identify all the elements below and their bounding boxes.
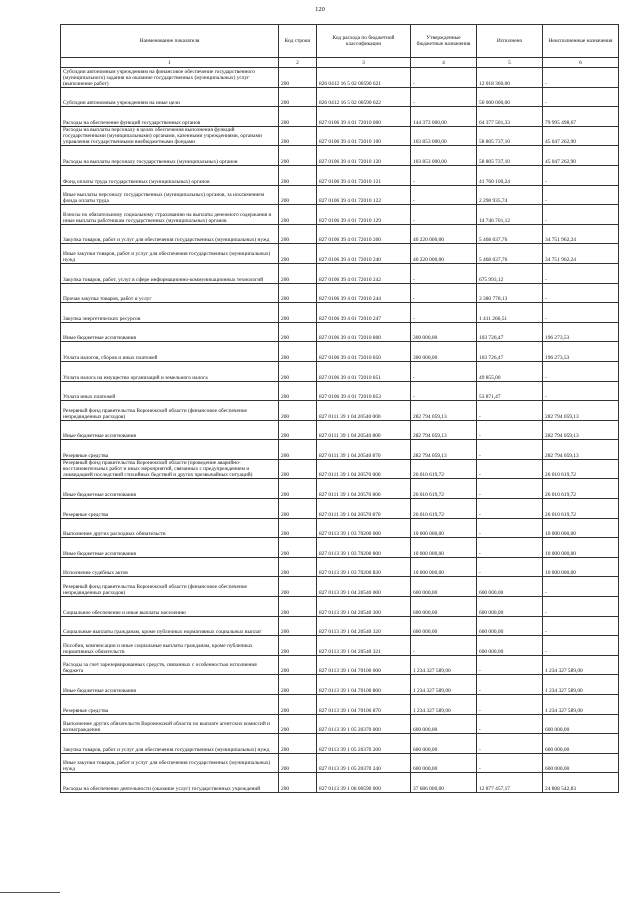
cell-approved: 1 234 327 589,00 (411, 655, 477, 675)
cell-approved: 600 000,00 (411, 714, 477, 734)
cell-name: Социальные выплаты гражданам, кроме публичных нормативных социальных выплат (61, 616, 279, 636)
table-row (61, 714, 619, 734)
cell-unexecuted: 1 234 327 589,00 (543, 655, 619, 675)
cell-unexecuted: 10 000 000,00 (543, 538, 619, 558)
cell-kbk: 827 0111 39 1 04 20540 870 (317, 440, 411, 460)
table-row (61, 381, 619, 401)
cell-code: 200 (279, 224, 317, 244)
cell-unexecuted: 1 234 327 589,00 (543, 695, 619, 715)
table-body (61, 68, 619, 793)
cell-code: 200 (279, 695, 317, 715)
cell-name: Резервный фонд правительства Воронежской области (финансовое обеспечение непредвиденных расходов) (61, 401, 279, 421)
cell-unexecuted: 600 000,00 (543, 734, 619, 754)
cell-approved: 300 000,00 (411, 342, 477, 362)
cell-approved: - (411, 165, 477, 185)
cell-kbk: 827 0113 39 1 04 20540 000 (317, 577, 411, 597)
column-number-row (61, 58, 619, 68)
cell-unexecuted: 79 995 498,67 (543, 107, 619, 127)
cell-executed: 49 855,00 (477, 361, 543, 381)
cell-executed: 50 000 000,00 (477, 87, 543, 107)
cell-name: Уплата налогов, сборов и иных платежей (61, 342, 279, 362)
cell-executed: 58 805 737,10 (477, 146, 543, 166)
cell-executed: - (477, 420, 543, 440)
cell-kbk: 827 0106 39 4 01 72010 242 (317, 263, 411, 283)
cell-unexecuted: 196 273,53 (543, 342, 619, 362)
cell-executed: 64 377 501,33 (477, 107, 543, 127)
table-row (61, 420, 619, 440)
cell-unexecuted: - (543, 636, 619, 656)
cell-unexecuted: - (543, 361, 619, 381)
cell-code: 200 (279, 87, 317, 107)
cell-executed: - (477, 655, 543, 675)
cell-approved: 26 010 619,72 (411, 479, 477, 499)
cell-name: Расходы за счет зарезервированных средств, связанных с особенностью исполнения бюджета (61, 655, 279, 675)
cell-executed: 600 000,00 (477, 616, 543, 636)
cell-unexecuted: 282 794 059,13 (543, 420, 619, 440)
cell-approved: 26 010 619,72 (411, 499, 477, 519)
cell-executed: 103 726,47 (477, 322, 543, 342)
cell-code: 200 (279, 655, 317, 675)
table-row (61, 185, 619, 205)
cell-unexecuted: 1 234 327 589,00 (543, 675, 619, 695)
cell-approved: 10 000 000,00 (411, 557, 477, 577)
cell-approved: 10 000 000,00 (411, 518, 477, 538)
cell-executed: 53 871,47 (477, 381, 543, 401)
cell-kbk: 827 0111 39 1 04 20540 800 (317, 420, 411, 440)
cell-unexecuted: - (543, 597, 619, 617)
cell-code: 200 (279, 675, 317, 695)
cell-code: 200 (279, 361, 317, 381)
table-row (61, 205, 619, 225)
cell-executed: - (477, 499, 543, 519)
column-number: 3 (317, 58, 411, 68)
cell-kbk: 827 0106 39 4 01 72010 800 (317, 322, 411, 342)
cell-executed: 5 468 037,76 (477, 244, 543, 264)
cell-approved: 600 000,00 (411, 597, 477, 617)
cell-name: Иные бюджетные ассигнования (61, 675, 279, 695)
header-code: Код строки (279, 25, 317, 58)
table-row (61, 636, 619, 656)
cell-unexecuted: 10 000 000,00 (543, 518, 619, 538)
cell-executed: - (477, 479, 543, 499)
cell-executed: 1 411 266,51 (477, 303, 543, 323)
cell-kbk: 827 0113 39 1 08 00590 000 (317, 773, 411, 793)
cell-code: 200 (279, 616, 317, 636)
cell-code: 200 (279, 283, 317, 303)
table-row (61, 146, 619, 166)
cell-code: 200 (279, 244, 317, 264)
cell-name: Фонд оплаты труда государственных (муниципальных) органов (61, 165, 279, 185)
table-row (61, 126, 619, 146)
table-row (61, 322, 619, 342)
cell-code: 200 (279, 420, 317, 440)
cell-approved: 600 000,00 (411, 616, 477, 636)
cell-approved: 1 234 327 589,00 (411, 695, 477, 715)
cell-kbk: 827 0106 39 4 01 72010 120 (317, 146, 411, 166)
cell-name: Социальное обеспечение и иные выплаты населению (61, 597, 279, 617)
cell-unexecuted: 26 010 619,72 (543, 479, 619, 499)
cell-name: Взносы по обязательному социальному страхованию на выплаты денежного содержания и иные выплаты работникам государственных (муниципальных) органов (61, 205, 279, 225)
cell-name: Иные бюджетные ассигнования (61, 479, 279, 499)
header-unexecuted: Неисполненные назначения (543, 25, 619, 58)
cell-code: 200 (279, 263, 317, 283)
table-row (61, 303, 619, 323)
table-row (61, 753, 619, 773)
cell-kbk: 827 0113 39 1 03 70200 000 (317, 518, 411, 538)
table-row (61, 597, 619, 617)
cell-name: Расходы на обеспечение функций государственных органов (61, 107, 279, 127)
cell-approved: 282 794 059,13 (411, 440, 477, 460)
cell-name: Иные закупки товаров, работ и услуг для обеспечения государственных (муниципальных) нужд (61, 244, 279, 264)
cell-executed: 58 805 737,10 (477, 126, 543, 146)
cell-approved: 40 220 000,00 (411, 224, 477, 244)
cell-name: Выполнение других расходных обязательств (61, 518, 279, 538)
cell-kbk: 826 0412 16 5 02 00590 621 (317, 68, 411, 88)
cell-kbk: 827 0106 39 4 01 72010 244 (317, 283, 411, 303)
cell-unexecuted: 196 273,53 (543, 322, 619, 342)
cell-unexecuted: 26 010 619,72 (543, 499, 619, 519)
cell-approved: - (411, 636, 477, 656)
cell-unexecuted: 282 794 059,13 (543, 440, 619, 460)
cell-name: Расходы на выплаты персоналу государственных (муниципальных) органов (61, 146, 279, 166)
cell-code: 200 (279, 126, 317, 146)
cell-code: 200 (279, 753, 317, 773)
cell-executed: - (477, 734, 543, 754)
cell-name: Исполнение судебных актов (61, 557, 279, 577)
table-row (61, 773, 619, 793)
table-row (61, 342, 619, 362)
cell-kbk: 827 0106 39 4 01 72010 122 (317, 185, 411, 205)
cell-kbk: 827 0113 39 1 04 20540 320 (317, 616, 411, 636)
cell-code: 200 (279, 459, 317, 479)
cell-executed: 14 746 701,12 (477, 205, 543, 225)
cell-kbk: 827 0113 39 1 04 20540 300 (317, 597, 411, 617)
cell-approved: 300 000,00 (411, 322, 477, 342)
column-number: 2 (279, 58, 317, 68)
cell-approved: 40 220 000,00 (411, 244, 477, 264)
cell-unexecuted: 34 751 962,24 (543, 224, 619, 244)
table-row (61, 695, 619, 715)
cell-executed: 12 018 360,00 (477, 68, 543, 88)
cell-name: Уплата иных платежей (61, 381, 279, 401)
cell-kbk: 827 0113 39 1 03 70200 800 (317, 538, 411, 558)
cell-executed: 41 760 100,24 (477, 165, 543, 185)
cell-unexecuted: - (543, 87, 619, 107)
cell-kbk: 827 0113 39 1 03 70200 830 (317, 557, 411, 577)
cell-name: Субсидии автономным учреждениям на иные цели (61, 87, 279, 107)
footnote-divider (0, 892, 60, 893)
table-row (61, 538, 619, 558)
cell-code: 200 (279, 322, 317, 342)
cell-executed: - (477, 557, 543, 577)
cell-name: Пособия, компенсации и иные социальные выплаты гражданам, кроме публичных нормативных обязательств (61, 636, 279, 656)
cell-unexecuted: - (543, 616, 619, 636)
cell-approved: - (411, 185, 477, 205)
cell-name: Резервные средства (61, 695, 279, 715)
header-name: Наименование показателя (61, 25, 279, 58)
cell-unexecuted: 45 047 262,90 (543, 126, 619, 146)
cell-kbk: 827 0113 39 1 05 20370 200 (317, 734, 411, 754)
table-row (61, 361, 619, 381)
cell-executed: - (477, 714, 543, 734)
cell-name: Закупка товаров, работ, услуг в сфере информационно-коммуникационных технологий (61, 263, 279, 283)
cell-executed: 103 726,47 (477, 342, 543, 362)
cell-executed: - (477, 675, 543, 695)
header-executed: Исполнено (477, 25, 543, 58)
table-row (61, 401, 619, 421)
table-row (61, 244, 619, 264)
cell-unexecuted: 10 000 000,00 (543, 557, 619, 577)
cell-kbk: 827 0111 39 1 04 20570 870 (317, 499, 411, 519)
cell-code: 200 (279, 107, 317, 127)
cell-name: Расходы на выплаты персоналу в целях обеспечения выполнения функций государственными (муниципальными) органами, казенными учреждениями, органами управления государственными внебюджетными фондами (61, 126, 279, 146)
cell-name: Прочая закупка товаров, работ и услуг (61, 283, 279, 303)
cell-unexecuted: - (543, 205, 619, 225)
cell-approved: - (411, 68, 477, 88)
cell-approved: 37 686 000,00 (411, 773, 477, 793)
cell-name: Закупка энергетических ресурсов (61, 303, 279, 323)
cell-name: Субсидии автономным учреждениям на финансовое обеспечение государственного (муниципального) задания на оказание государственных (муниципальных) услуг (выполнение работ) (61, 68, 279, 88)
cell-name: Резервные средства (61, 440, 279, 460)
table-row (61, 68, 619, 88)
cell-approved: - (411, 361, 477, 381)
cell-kbk: 827 0111 39 1 04 20540 000 (317, 401, 411, 421)
table-row (61, 87, 619, 107)
cell-approved: 26 010 619,72 (411, 459, 477, 479)
cell-kbk: 827 0111 39 1 04 20570 800 (317, 479, 411, 499)
cell-code: 200 (279, 577, 317, 597)
table-row (61, 577, 619, 597)
cell-code: 200 (279, 597, 317, 617)
cell-name: Иные закупки товаров, работ и услуг для обеспечения государственных (муниципальных) нужд (61, 753, 279, 773)
cell-executed: 12 877 457,17 (477, 773, 543, 793)
cell-name: Иные бюджетные ассигнования (61, 538, 279, 558)
cell-approved: 282 794 059,13 (411, 420, 477, 440)
cell-unexecuted: - (543, 303, 619, 323)
cell-name: Резервные средства (61, 499, 279, 519)
cell-unexecuted: 600 000,00 (543, 714, 619, 734)
cell-executed: - (477, 695, 543, 715)
cell-executed: - (477, 459, 543, 479)
budget-execution-table (60, 24, 619, 793)
cell-unexecuted: - (543, 381, 619, 401)
cell-name: Уплата налога на имущество организаций и земельного налога (61, 361, 279, 381)
cell-executed: 600 000,00 (477, 636, 543, 656)
table-row (61, 655, 619, 675)
cell-unexecuted: 24 808 542,83 (543, 773, 619, 793)
table-row (61, 224, 619, 244)
table-row (61, 499, 619, 519)
column-number: 1 (61, 58, 279, 68)
cell-approved: 600 000,00 (411, 753, 477, 773)
cell-approved: 600 000,00 (411, 734, 477, 754)
cell-executed: - (477, 401, 543, 421)
cell-kbk: 827 0106 39 4 01 72010 200 (317, 224, 411, 244)
cell-executed: - (477, 518, 543, 538)
cell-executed: - (477, 538, 543, 558)
cell-approved: 103 853 000,00 (411, 126, 477, 146)
cell-code: 200 (279, 342, 317, 362)
cell-code: 200 (279, 499, 317, 519)
cell-kbk: 827 0113 39 1 04 70100 000 (317, 655, 411, 675)
cell-name: Иные выплаты персоналу государственных (муниципальных) органов, за исключением фонда оплаты труда (61, 185, 279, 205)
cell-kbk: 827 0113 39 1 05 20370 240 (317, 753, 411, 773)
cell-name: Иные бюджетные ассигнования (61, 420, 279, 440)
cell-code: 200 (279, 557, 317, 577)
cell-code: 200 (279, 185, 317, 205)
cell-name: Иные бюджетные ассигнования (61, 322, 279, 342)
cell-unexecuted: - (543, 283, 619, 303)
cell-approved: - (411, 381, 477, 401)
cell-code: 200 (279, 479, 317, 499)
cell-code: 200 (279, 440, 317, 460)
cell-code: 200 (279, 68, 317, 88)
cell-code: 200 (279, 734, 317, 754)
cell-unexecuted: 282 794 059,13 (543, 401, 619, 421)
table-row (61, 518, 619, 538)
cell-kbk: 827 0106 39 4 01 72010 240 (317, 244, 411, 264)
cell-code: 200 (279, 714, 317, 734)
table-row (61, 734, 619, 754)
cell-kbk: 826 0412 16 5 02 00590 622 (317, 87, 411, 107)
cell-unexecuted: - (543, 165, 619, 185)
cell-approved: 144 373 000,00 (411, 107, 477, 127)
cell-approved: 103 853 000,00 (411, 146, 477, 166)
cell-executed: 600 000,00 (477, 597, 543, 617)
cell-executed: 5 468 037,76 (477, 224, 543, 244)
cell-code: 200 (279, 518, 317, 538)
cell-approved: 10 000 000,00 (411, 538, 477, 558)
cell-kbk: 827 0106 39 4 01 72010 000 (317, 107, 411, 127)
column-number: 6 (543, 58, 619, 68)
cell-kbk: 827 0106 39 4 01 72010 100 (317, 126, 411, 146)
table-row (61, 459, 619, 479)
cell-executed: 600 000,00 (477, 577, 543, 597)
cell-kbk: 827 0113 39 1 04 20540 321 (317, 636, 411, 656)
cell-code: 200 (279, 773, 317, 793)
column-number: 4 (411, 58, 477, 68)
header-approved: Утвержденные бюджетные назначения (411, 25, 477, 58)
cell-kbk: 827 0113 39 1 04 70100 800 (317, 675, 411, 695)
cell-unexecuted: 45 047 262,90 (543, 146, 619, 166)
cell-code: 200 (279, 538, 317, 558)
column-number: 5 (477, 58, 543, 68)
cell-code: 200 (279, 401, 317, 421)
cell-approved: 600 000,00 (411, 577, 477, 597)
cell-name: Закупка товаров, работ и услуг для обеспечения государственных (муниципальных) нужд (61, 734, 279, 754)
header-kbk: Код расхода по бюджетной классификации (317, 25, 411, 58)
cell-kbk: 827 0106 39 4 01 72010 247 (317, 303, 411, 323)
cell-kbk: 827 0106 39 4 01 72010 129 (317, 205, 411, 225)
cell-executed: 675 993,12 (477, 263, 543, 283)
cell-code: 200 (279, 165, 317, 185)
cell-name: Закупка товаров, работ и услуг для обеспечения государственных (муниципальных) нужд (61, 224, 279, 244)
cell-code: 200 (279, 205, 317, 225)
cell-kbk: 827 0111 39 1 04 20570 000 (317, 459, 411, 479)
page-number: 120 (315, 6, 325, 13)
cell-unexecuted: - (543, 577, 619, 597)
table-row (61, 263, 619, 283)
cell-approved: - (411, 283, 477, 303)
cell-code: 200 (279, 381, 317, 401)
cell-executed: 2 298 935,74 (477, 185, 543, 205)
cell-approved: - (411, 205, 477, 225)
cell-unexecuted: - (543, 185, 619, 205)
cell-kbk: 827 0106 39 4 01 72010 850 (317, 342, 411, 362)
cell-unexecuted: - (543, 263, 619, 283)
cell-executed: - (477, 440, 543, 460)
cell-unexecuted: 600 000,00 (543, 753, 619, 773)
table-row (61, 675, 619, 695)
cell-code: 200 (279, 303, 317, 323)
table-row (61, 165, 619, 185)
cell-kbk: 827 0113 39 1 05 20370 000 (317, 714, 411, 734)
table-row (61, 107, 619, 127)
cell-approved: - (411, 87, 477, 107)
cell-name: Резервный фонд правительства Воронежской области (финансовое обеспечение непредвиденных расходов) (61, 577, 279, 597)
cell-kbk: 827 0106 39 4 01 72010 851 (317, 361, 411, 381)
cell-name: Выполнение других обязательств Воронежской области по выплате агентских комиссий и вознаграждения (61, 714, 279, 734)
table-row (61, 283, 619, 303)
table-row (61, 479, 619, 499)
cell-kbk: 827 0113 39 1 04 70100 870 (317, 695, 411, 715)
cell-name: Резервный фонд правительства Воронежской области (проведение аварийно-восстановительных работ и иных мероприятий, связанных с предупреждением и ликвидацией последствий стихийных бедствий и других чрезвычайных ситуаций) (61, 459, 279, 479)
cell-kbk: 827 0106 39 4 01 72010 853 (317, 381, 411, 401)
table-row (61, 557, 619, 577)
cell-approved: 1 234 327 589,00 (411, 675, 477, 695)
cell-name: Расходы на обеспечение деятельности (оказание услуг) государственных учреждений (61, 773, 279, 793)
cell-unexecuted: 26 010 619,72 (543, 459, 619, 479)
cell-executed: - (477, 753, 543, 773)
cell-unexecuted: 34 751 962,24 (543, 244, 619, 264)
table-row (61, 616, 619, 636)
cell-unexecuted: - (543, 68, 619, 88)
table-row (61, 440, 619, 460)
cell-approved: - (411, 263, 477, 283)
cell-executed: 3 380 778,13 (477, 283, 543, 303)
cell-code: 200 (279, 146, 317, 166)
cell-approved: 282 794 059,13 (411, 401, 477, 421)
cell-kbk: 827 0106 39 4 01 72010 121 (317, 165, 411, 185)
table-header-row (61, 25, 619, 58)
cell-approved: - (411, 303, 477, 323)
cell-code: 200 (279, 636, 317, 656)
